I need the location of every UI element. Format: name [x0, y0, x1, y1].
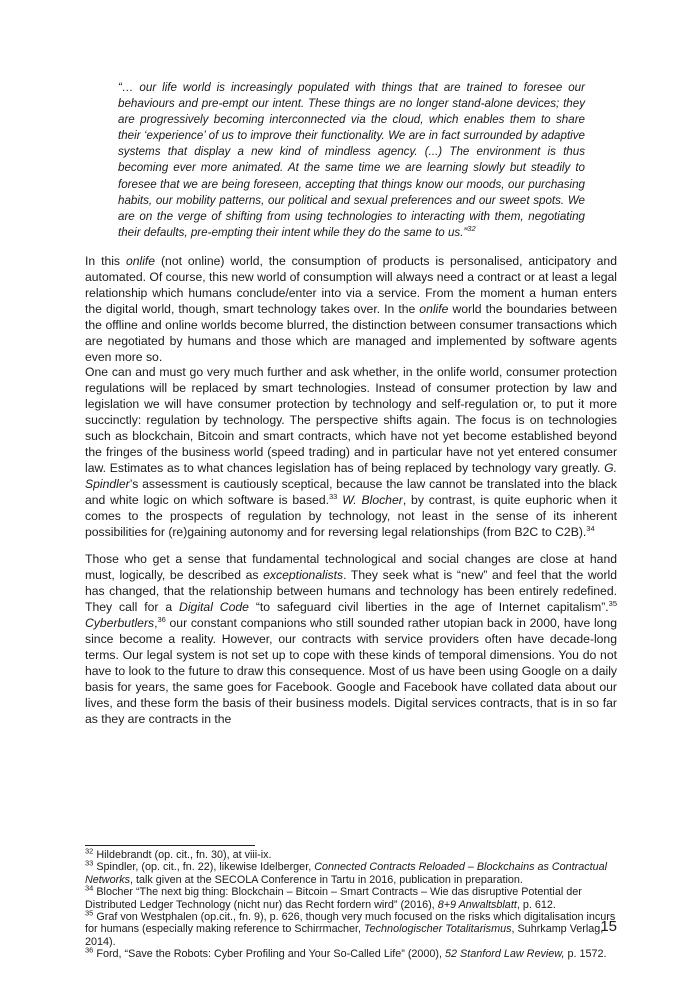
- author-name-spindler: G. Spindler: [85, 461, 617, 491]
- footnote-text: , talk given at the SECOLA Conference in Tartu in 2016, publication in preparation.: [130, 873, 523, 886]
- text-run: ,: [154, 616, 158, 630]
- text-run: “to safeguard civil liberties in the age of Internet capitalism”.: [248, 600, 609, 614]
- emphasis-exceptionalists: exceptionalists: [263, 568, 344, 582]
- paragraph-regulation-by-technology: [85, 364, 617, 540]
- emphasis-onlife: onlife: [125, 254, 156, 268]
- block-quote: [118, 80, 585, 241]
- quote-text: “… our life world is increasingly populated with things that are trained to foresee our behaviours and pre-empt our intent. These things are no longer stand-alone devices; they are progressively becoming interconnected via the cloud, which enables them to share their ‘experience’ of us to improve their functionality. We are in fact surrounded by adaptive systems that display a new kind of mindless agency. (...) The environment is thus becoming ever more animated. At the same time we are learning slowly but steadily to foresee that we are being foreseen, accepting that things know our moods, our purchasing habits, our mobility patterns, our political and sexual preferences and our sweet spots. We are on the verge of shifting from using technologies to interacting with them, negotiating their defaults, pre-empting their intent while they do the same to us.”: [118, 81, 585, 239]
- footnote-divider: [85, 845, 255, 846]
- footnote-text: , p. 612.: [516, 898, 556, 911]
- emphasis-cyberbutlers: Cyberbutlers: [85, 616, 155, 630]
- emphasis-digital-code: Digital Code: [179, 600, 249, 614]
- footnote-32: [85, 846, 617, 861]
- footnote-text: Hildebrandt (op. cit., fn. 30), at viii-ix.: [93, 849, 272, 861]
- footnote-number: 32: [85, 846, 94, 856]
- footnote-ref-36[interactable]: 36: [157, 614, 166, 624]
- footnotes: [85, 846, 617, 961]
- footnote-34: [85, 883, 617, 911]
- text-run: In this: [85, 254, 126, 268]
- page-number: 15: [600, 918, 617, 935]
- paragraph-exceptionalists: [85, 551, 617, 727]
- footnote-35: [85, 908, 617, 948]
- footnote-title: Connected Contracts Reloaded – Blockchains as Contractual Networks: [85, 861, 608, 886]
- footnote-36: [85, 945, 617, 961]
- footnote-text: Blocher “The next big thing: Blockchain – Bitcoin – Smart Contracts – Wie das disruptive Potential der Distributed Ledger Technology (nicht nur) das Recht fordern wird” (2016),: [85, 886, 582, 911]
- footnote-ref-33[interactable]: 33: [328, 491, 338, 501]
- footnote-number: 34: [85, 883, 94, 893]
- footnote-text: Graf von Westphalen (op.cit., fn. 9), p. 626, though very much focused on the risks which digitalisation incurs for humans (especially making reference to Schirrmacher,: [85, 911, 616, 936]
- paragraph-onlife-consumption: [85, 253, 617, 365]
- footnote-title: Technologischer Totalitarismus: [364, 923, 512, 936]
- footnote-number: 35: [85, 908, 94, 918]
- footnote-number: 36: [85, 945, 94, 955]
- footnote-ref-34[interactable]: 34: [586, 523, 595, 533]
- footnote-journal: 52 Stanford Law Review,: [445, 948, 565, 961]
- text-run: world the boundaries between the offline and online worlds become blurred, the distinction between consumer transactions which are negotiated by humans and those which are managed and implemented by software agents even more so.: [85, 302, 617, 364]
- text-run: Those who get a sense that fundamental technological and social changes are close at hand must, logically, be described as: [85, 552, 617, 582]
- text-run: (not online) world, the consumption of products is personalised, anticipatory and automated. Of course, this new world of consumption will always need a contract or at least a legal relationship which humans conclude/enter into via a service. From the moment a human enters the digital world, though, smart technology takes over. In the: [85, 254, 617, 316]
- author-name-blocher: W. Blocher: [342, 493, 403, 507]
- text-run: our constant companions who still sounded rather utopian back in 2000, have long since become a reality. However, our contracts with service providers often have decade-long terms. Our legal system is not set up to cope with these kinds of temporal dimensions. You do not have to look to the future to draw this consequence. Most of us have been using Google on a daily basis for years, the same goes for Facebook. Google and Facebook have collated data about our lives, and these form the basis of their business models. Digital services contracts, that is in so far as they are contracts in the: [85, 616, 617, 726]
- footnote-text: p. 1572.: [564, 948, 607, 961]
- text-run: ’s assessment is cautiously sceptical, because the law cannot be translated into the black and white logic on which software is based.: [85, 477, 617, 507]
- footnote-text: , Suhrkamp Verlag, 2014).: [85, 923, 604, 948]
- footnote-ref-32[interactable]: 32: [467, 223, 476, 233]
- footnote-number: 33: [85, 858, 94, 868]
- text-run: . They seek what is “new” and feel that the world has changed, that the relationship between humans and technology has been entirely redefined. They call for a: [85, 568, 617, 614]
- emphasis-onlife: onlife: [419, 302, 449, 316]
- footnote-ref-35[interactable]: 35: [608, 598, 618, 608]
- text-run: One can and must go very much further and ask whether, in the onlife world, consumer protection regulations will be replaced by smart technologies. Instead of consumer protection by law and legislation we will have consumer protection by technology and self-regulation or, to put it more succinctly: regulation by technology. The perspective shifts again. The focus is on technologies such as blockchain, Bitcoin and smart contracts, which have not yet become established beyond the fringes of the business world (speed trading) and in particular have not yet entered consumer law. Estimates as to what chances legislation has of being replaced by technology vary greatly.: [85, 365, 617, 475]
- text-run: , by contrast, is quite euphoric when it comes to the prospects of regulation by technology, not least in the sense of its inherent possibilities for (re)gaining autonomy and for reversing legal relationships (from B2C to C2B).: [85, 493, 617, 539]
- footnote-journal: 8+9 Anwaltsblatt: [437, 898, 517, 911]
- footnote-text: Spindler, (op. cit., fn. 22), likewise Idelberger,: [93, 861, 315, 874]
- footnote-33: [85, 858, 617, 886]
- footnote-text: Ford, “Save the Robots: Cyber Profiling and Your So-Called Life” (2000),: [93, 948, 446, 961]
